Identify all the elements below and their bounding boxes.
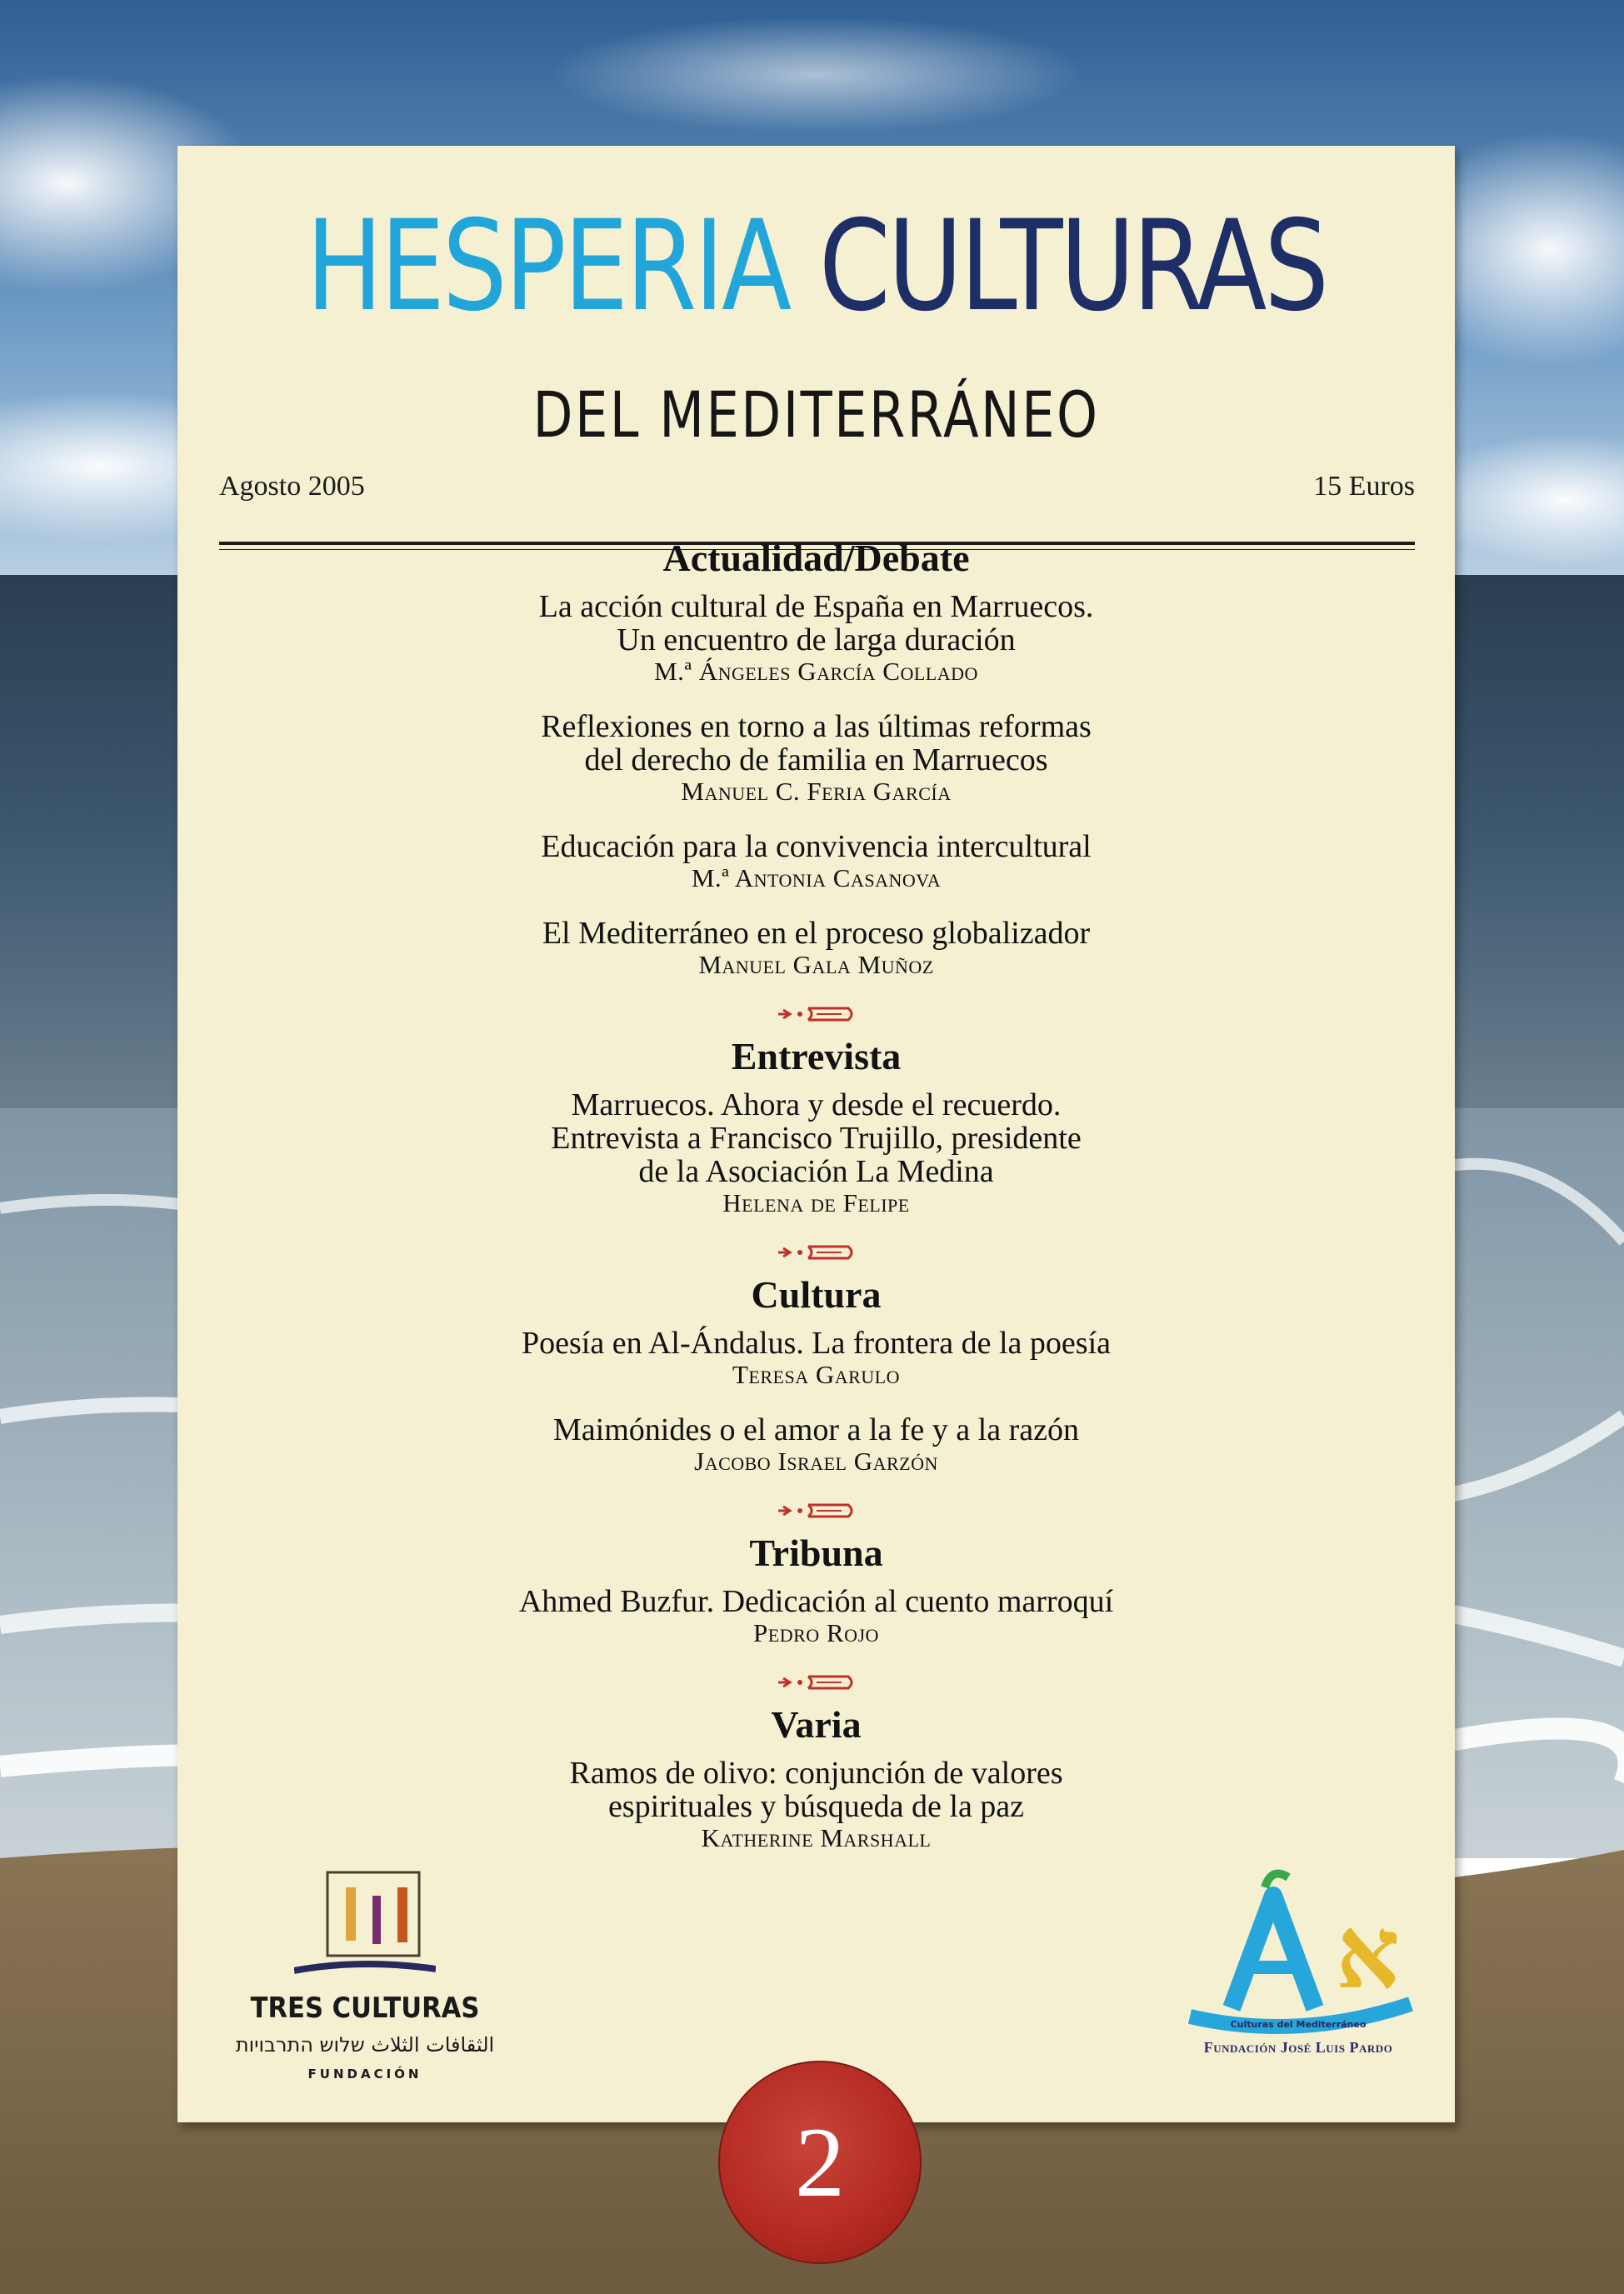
- svg-text:א: א: [1336, 1894, 1401, 2012]
- article-title-line: del derecho de familia en Marruecos: [584, 742, 1048, 777]
- article-author: Pedro Rojo: [753, 1618, 879, 1647]
- article-author: Manuel Gala Muñoz: [698, 950, 934, 979]
- tres-culturas-logo: [227, 1871, 502, 2087]
- article-title-line: La acción cultural de España en Marruecos.: [538, 589, 1094, 624]
- article-title-line: Reflexiones en torno a las últimas reformas: [541, 709, 1092, 744]
- jose-luis-pardo-logo: [1173, 1862, 1423, 2071]
- article-entry: [177, 590, 1455, 687]
- section-heading: Cultura: [751, 1273, 882, 1316]
- toc-section: [177, 1500, 1455, 1648]
- toc-section: [177, 1003, 1455, 1218]
- article-entry: [177, 1413, 1455, 1477]
- article-title-line: espirituales y búsqueda de la paz: [607, 1789, 1025, 1824]
- article-author: M.ª Antonia Casanova: [691, 863, 942, 892]
- jose-luis-pardo-emblem-icon: [1173, 1862, 1423, 2037]
- ornament-icon: [775, 1500, 858, 1522]
- article-title-line: Educación para la convivencia intercultural: [541, 829, 1092, 864]
- jlp-emblem-text: Culturas del Mediterráneo: [1230, 2019, 1367, 2030]
- title-word-culturas: CULTURAS: [818, 194, 1327, 339]
- toc-section: [177, 1242, 1455, 1477]
- issue-date: Agosto 2005: [219, 471, 365, 502]
- section-heading: Tribuna: [749, 1532, 883, 1574]
- ornament-icon: [775, 1003, 858, 1025]
- article-entry: [177, 830, 1455, 893]
- article-title-line: Entrevista a Francisco Trujillo, presidente: [551, 1121, 1082, 1156]
- issue-number-badge: 2: [718, 2061, 922, 2264]
- title-word-hesperia: HESPERIA: [306, 194, 789, 339]
- ornament-icon: [775, 1242, 858, 1263]
- article-title-line: Ramos de olivo: conjunción de valores: [569, 1756, 1063, 1791]
- article-title-line: El Mediterráneo en el proceso globalizador: [542, 916, 1091, 951]
- tres-culturas-foundation: FUNDACIÓN: [307, 2067, 422, 2082]
- article-author: Manuel C. Feria García: [681, 777, 952, 806]
- article-author: Katherine Marshall: [701, 1823, 932, 1852]
- article-title-line: Marruecos. Ahora y desde el recuerdo.: [571, 1087, 1062, 1122]
- toc-section: [177, 1672, 1455, 1853]
- article-entry: [177, 1327, 1455, 1390]
- magazine-title: [292, 194, 1340, 339]
- article-title-line: Ahmed Buzfur. Dedicación al cuento marroquí: [518, 1584, 1114, 1619]
- article-author: Teresa Garulo: [732, 1360, 901, 1389]
- magazine-subtitle: DEL MEDITERRÁNEO: [532, 377, 1100, 452]
- jose-luis-pardo-caption: Fundación José Luis Pardo: [1203, 2039, 1393, 2056]
- section-heading: Varia: [771, 1703, 862, 1746]
- article-title-line: de la Asociación La Medina: [638, 1154, 994, 1189]
- masthead: [177, 194, 1455, 554]
- tres-culturas-name: TRES CULTURAS: [250, 1992, 480, 2025]
- section-heading: Entrevista: [731, 1035, 902, 1077]
- article-author: Jacobo Israel Garzón: [694, 1447, 938, 1476]
- article-entry: [177, 1585, 1455, 1648]
- tres-culturas-mark-icon: [294, 1871, 436, 1987]
- tres-culturas-scripts: الثقافات الثلاث שלוש התרבויות: [235, 2033, 495, 2057]
- article-entry: [177, 1757, 1455, 1853]
- article-author: Helena de Felipe: [722, 1188, 910, 1217]
- issue-price: 15 Euros: [1313, 471, 1415, 502]
- article-author: M.ª Ángeles García Collado: [654, 657, 978, 686]
- article-title-line: Un encuentro de larga duración: [617, 622, 1016, 657]
- ornament-icon: [775, 1672, 858, 1693]
- cover-panel: [177, 146, 1455, 2122]
- article-title-line: Poesía en Al-Ándalus. La frontera de la poesía: [522, 1326, 1111, 1361]
- article-entry: [177, 710, 1455, 807]
- article-title-line: Maimónides o el amor a la fe y a la razón: [553, 1412, 1079, 1447]
- article-entry: [177, 1088, 1455, 1218]
- toc-section: [177, 533, 1455, 980]
- section-heading: Actualidad/Debate: [662, 537, 970, 579]
- article-entry: [177, 917, 1455, 980]
- table-of-contents: [177, 533, 1455, 1877]
